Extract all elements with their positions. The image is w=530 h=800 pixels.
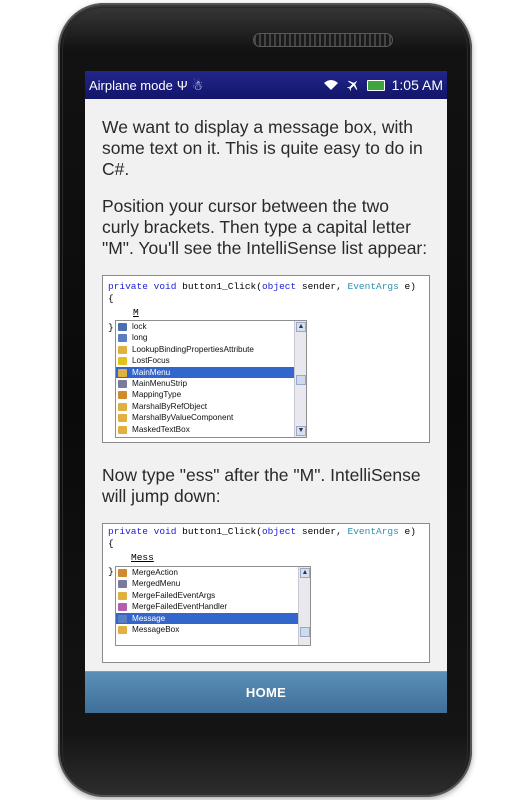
lesson-content[interactable] bbox=[85, 99, 447, 671]
code-line-signature: private void button1_Click(object sender, EventArgs e) bbox=[108, 526, 416, 537]
phone-screen bbox=[85, 71, 447, 713]
scroll-down-icon[interactable]: ▼ bbox=[297, 427, 305, 434]
list-item[interactable] bbox=[116, 624, 310, 635]
list-item[interactable] bbox=[116, 613, 310, 624]
status-bar bbox=[85, 71, 447, 99]
status-time: 1:05 AM bbox=[391, 77, 443, 93]
list-item-label: MessageBox bbox=[132, 624, 180, 634]
list-item-label: MainMenu bbox=[132, 367, 171, 377]
struct-icon bbox=[118, 615, 127, 623]
list-item[interactable] bbox=[116, 367, 306, 378]
list-item[interactable] bbox=[116, 590, 310, 601]
code-close-brace: } bbox=[108, 322, 114, 333]
list-item-label: MarshalByValueComponent bbox=[132, 413, 234, 423]
list-item[interactable] bbox=[116, 424, 306, 435]
list-item[interactable] bbox=[116, 321, 306, 332]
scroll-up-icon[interactable]: ▲ bbox=[297, 323, 305, 330]
keyword-icon bbox=[118, 323, 127, 331]
list-item[interactable] bbox=[116, 332, 306, 343]
wifi-icon bbox=[323, 79, 339, 91]
usb-icon: Ψ bbox=[176, 77, 188, 93]
enum-icon bbox=[118, 569, 127, 577]
scroll-thumb[interactable] bbox=[296, 375, 306, 385]
list-item-label: Message bbox=[132, 613, 166, 623]
class-icon bbox=[118, 403, 127, 411]
intellisense-screenshot-1 bbox=[102, 275, 430, 443]
property-icon bbox=[118, 580, 127, 588]
class-icon bbox=[118, 626, 127, 634]
list-item[interactable] bbox=[116, 601, 310, 612]
list-scrollbar[interactable] bbox=[298, 567, 310, 645]
android-debug-icon: ☃ bbox=[191, 77, 204, 93]
class-icon bbox=[118, 346, 127, 354]
list-item-label: lock bbox=[132, 322, 147, 331]
code-line-signature: private void button1_Click(object sender, EventArgs e) bbox=[108, 281, 416, 292]
list-item-label: LostFocus bbox=[132, 356, 170, 366]
list-item[interactable] bbox=[116, 412, 306, 423]
delegate-icon bbox=[118, 603, 127, 611]
list-item-label: MaskedTextBox bbox=[132, 424, 190, 434]
intro-paragraph: We want to display a message box, with some text on it. This is quite easy to do in C#. bbox=[102, 117, 423, 179]
list-item[interactable] bbox=[116, 344, 306, 355]
class-icon bbox=[118, 414, 127, 422]
list-item-label: MergeFailedEventHandler bbox=[132, 602, 228, 612]
list-item[interactable] bbox=[116, 401, 306, 412]
event-icon bbox=[118, 357, 127, 365]
list-item-label: MergedMenu bbox=[132, 579, 181, 589]
intellisense-list bbox=[115, 320, 307, 438]
list-item-label: LookupBindingPropertiesAttribute bbox=[132, 344, 254, 354]
list-item[interactable] bbox=[116, 355, 306, 366]
home-button[interactable]: HOME bbox=[245, 685, 287, 700]
code-open-brace: { bbox=[108, 538, 114, 549]
airplane-mode-label: Airplane mode bbox=[89, 77, 173, 93]
list-item-label: long bbox=[132, 333, 148, 343]
struct-icon bbox=[118, 334, 127, 342]
code-open-brace: { bbox=[108, 293, 114, 304]
class-icon bbox=[118, 369, 127, 377]
list-item[interactable] bbox=[116, 578, 310, 589]
phone-speaker bbox=[253, 33, 393, 47]
property-icon bbox=[118, 380, 127, 388]
list-item[interactable] bbox=[116, 389, 306, 400]
intellisense-list bbox=[115, 566, 311, 646]
code-close-brace: } bbox=[108, 566, 114, 577]
intellisense-screenshot-2 bbox=[102, 523, 430, 663]
scroll-up-icon[interactable]: ▲ bbox=[301, 569, 309, 576]
list-item[interactable] bbox=[116, 567, 310, 578]
airplane-icon bbox=[346, 78, 360, 92]
bottom-nav-bar bbox=[85, 671, 447, 713]
list-scrollbar[interactable] bbox=[294, 321, 306, 437]
instruction-paragraph: Position your cursor between the two curly brackets. Then type a capital letter "M". You'll see the IntelliSense list appear: bbox=[102, 196, 428, 258]
list-item-label: MergeFailedEventArgs bbox=[132, 590, 216, 600]
list-item-label: MergeAction bbox=[132, 568, 178, 577]
list-item-label: MainMenuStrip bbox=[132, 378, 188, 388]
list-item[interactable] bbox=[116, 378, 306, 389]
followup-paragraph: Now type "ess" after the "M". IntelliSense will jump down: bbox=[102, 465, 421, 506]
class-icon bbox=[118, 592, 127, 600]
scroll-thumb[interactable] bbox=[300, 627, 310, 637]
list-item-label: MarshalByRefObject bbox=[132, 401, 208, 411]
list-item-label: MappingType bbox=[132, 390, 182, 400]
code-typed-text: M bbox=[133, 307, 139, 318]
enum-icon bbox=[118, 391, 127, 399]
battery-icon bbox=[367, 80, 385, 91]
class-icon bbox=[118, 426, 127, 434]
code-typed-text: Mess bbox=[131, 552, 154, 563]
